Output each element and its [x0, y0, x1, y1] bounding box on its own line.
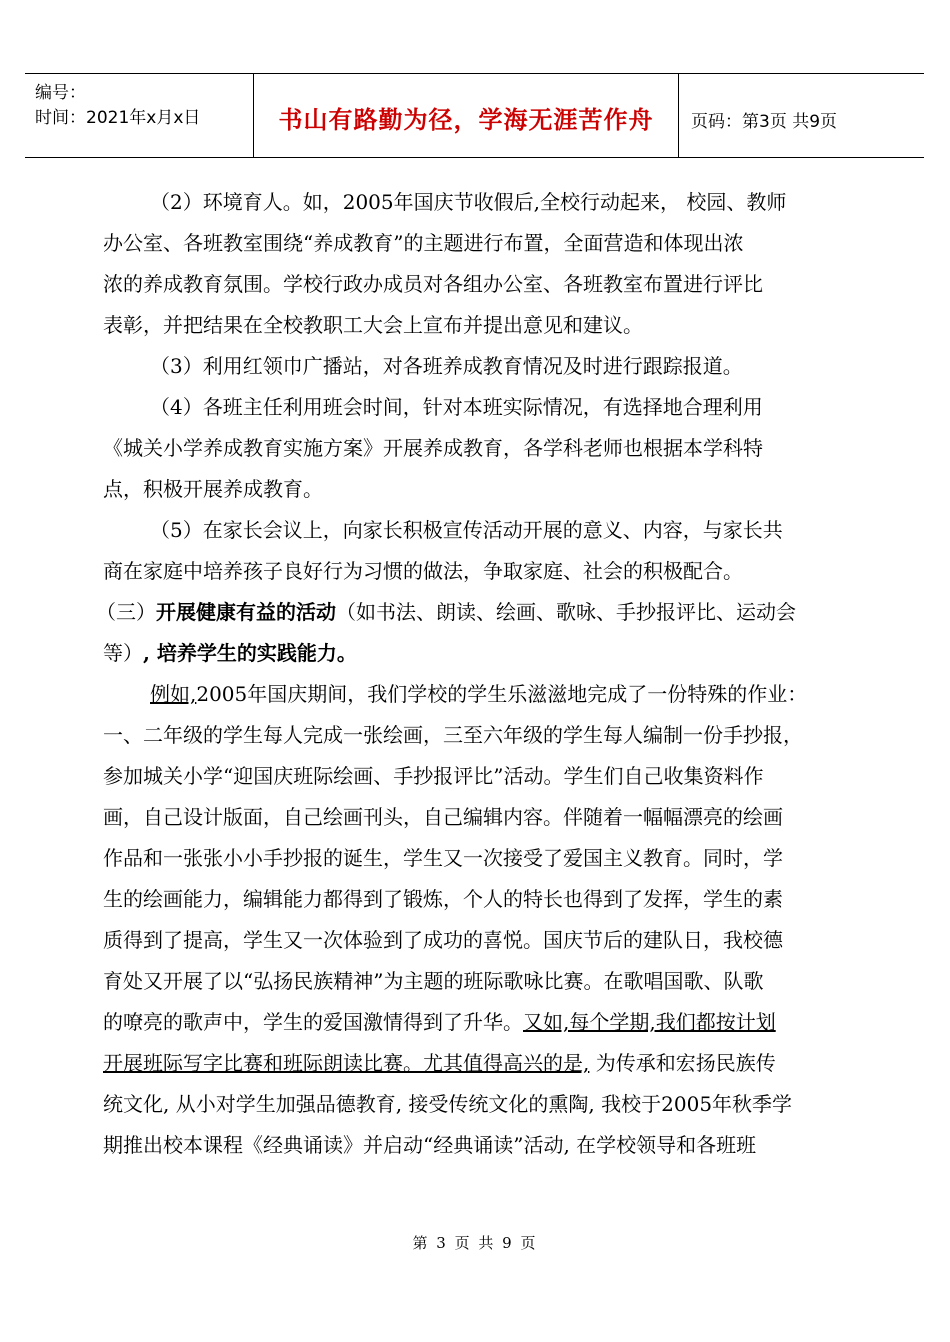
body-line	[103, 1002, 850, 1043]
body-line: 画，自己设计版面，自己绘画刊头，自己编辑内容。伴随着一幅幅漂亮的绘画	[103, 805, 783, 829]
body-line: 期推出校本课程《经典诵读》并启动“经典诵读”活动, 在学校领导和各班班	[103, 1133, 757, 1157]
body-text: 2005年国庆期间，我们学校的学生乐滋滋地完成了一份特殊的作业：	[196, 682, 808, 706]
document-time-label: 时间：2021年x月x日	[35, 108, 201, 128]
body-line: 办公室、各班教室围绕“养成教育”的主题进行布置，全面营造和体现出浓	[103, 231, 744, 255]
section-number: （三）	[96, 600, 156, 624]
body-line: 一、二年级的学生每人完成一张绘画，三至六年级的学生每人编制一份手抄报，	[103, 723, 803, 747]
body-line: 《城关小学养成教育实施方案》开展养成教育，各学科老师也根据本学科特	[103, 436, 763, 460]
section-title: 开展健康有益的活动	[156, 600, 336, 624]
body-line: 点，积极开展养成教育。	[103, 477, 323, 501]
section-title-cont: 等）	[103, 641, 143, 665]
section-goal: , 培养学生的实践能力。	[143, 641, 357, 665]
body-line: （5）在家长会议上，向家长积极宣传活动开展的意义、内容，与家长共	[150, 518, 783, 542]
body-line: 参加城关小学“迎国庆班际绘画、手抄报评比”活动。学生们自己收集资料作	[103, 764, 764, 788]
body-line	[103, 674, 850, 715]
document-code-label: 编号：	[35, 83, 86, 103]
body-line: 质得到了提高，学生又一次体验到了成功的喜悦。国庆节后的建队日，我校德	[103, 928, 783, 952]
section-heading-line	[103, 633, 850, 674]
document-body	[96, 182, 850, 1166]
section-title-rest: （如书法、朗读、绘画、歌咏、手抄报评比、运动会	[336, 600, 796, 624]
page-footer: 第 3 页 共 9 页	[412, 1234, 538, 1252]
body-line: 育处又开展了以“弘扬民族精神”为主题的班际歌咏比赛。在歌唱国歌、队歌	[103, 969, 764, 993]
body-line: 商在家庭中培养孩子良好行为习惯的做法，争取家庭、社会的积极配合。	[103, 559, 743, 583]
header-page-cell	[679, 74, 924, 157]
body-text: 为传承和宏扬民族传	[589, 1051, 776, 1075]
header-motto-cell	[254, 74, 679, 157]
section-heading-line	[96, 592, 850, 633]
body-line: 表彰，并把结果在全校教职工大会上宣布并提出意见和建议。	[103, 313, 643, 337]
underlined-text: 例如,	[150, 682, 197, 706]
underlined-text: 开展班际写字比赛和班际朗读比赛。尤其值得高兴的是,	[103, 1051, 590, 1075]
body-text: 的嘹亮的歌声中，学生的爱国激情得到了升华。	[103, 1010, 523, 1034]
body-line: 作品和一张张小小手抄报的诞生，学生又一次接受了爱国主义教育。同时，学	[103, 846, 783, 870]
header-page-number: 页码：第3页 共9页	[691, 112, 838, 132]
body-line: 统文化, 从小对学生加强品德教育, 接受传统文化的熏陶, 我校于2005年秋季学	[103, 1092, 793, 1116]
body-line: 生的绘画能力，编辑能力都得到了锻炼，个人的特长也得到了发挥，学生的素	[103, 887, 783, 911]
body-line: （3）利用红领巾广播站，对各班养成教育情况及时进行跟踪报道。	[150, 354, 743, 378]
body-line: 浓的养成教育氛围。学校行政办成员对各组办公室、各班教室布置进行评比	[103, 272, 763, 296]
underlined-text: 又如,每个学期,我们都按计划	[523, 1010, 776, 1034]
header-motto: 书山有路勤为径，学海无涯苦作舟	[278, 106, 654, 134]
document-header	[25, 73, 924, 158]
body-line: （2）环境育人。如，2005年国庆节收假后,全校行动起来， 校园、教师	[150, 190, 787, 214]
header-meta-cell	[25, 74, 254, 157]
body-line: （4）各班主任利用班会时间，针对本班实际情况，有选择地合理利用	[150, 395, 763, 419]
body-line	[103, 1043, 850, 1084]
